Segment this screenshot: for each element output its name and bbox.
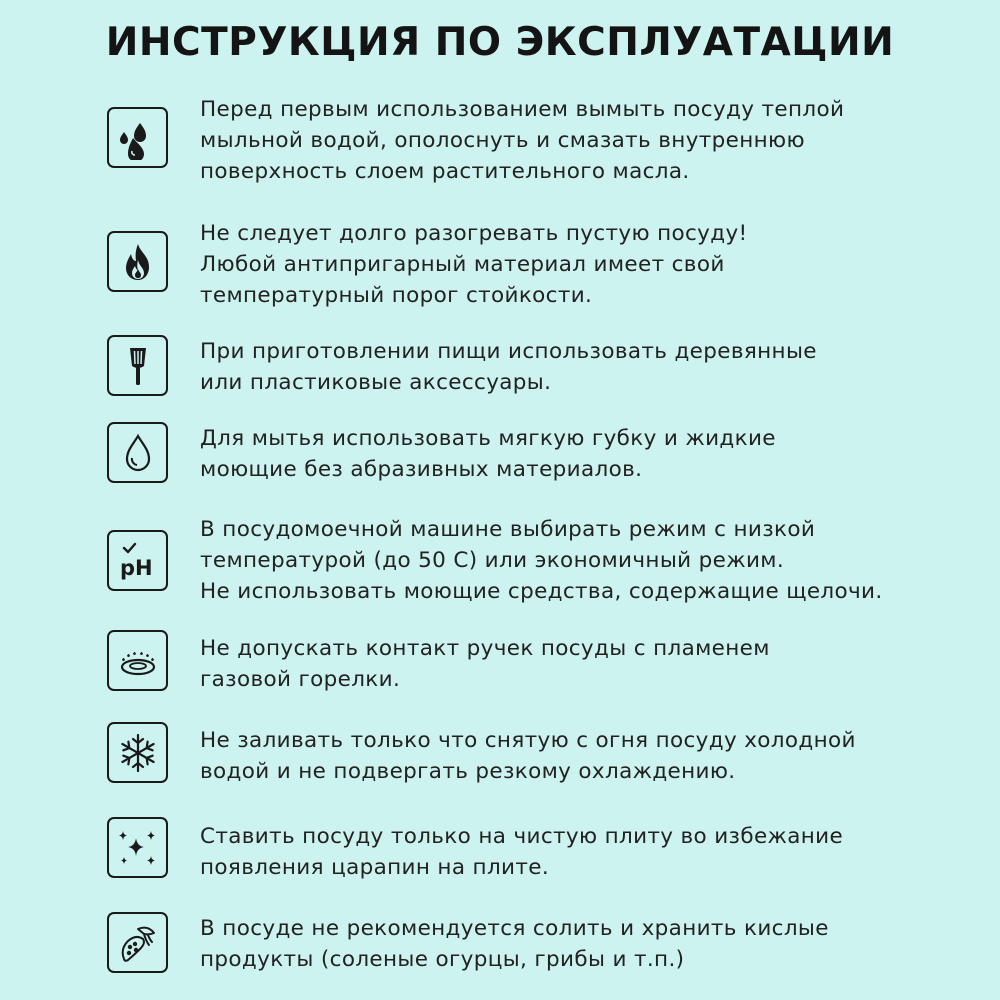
gas-burner-icon bbox=[107, 630, 168, 691]
instruction-line: температурный порог стойкости. bbox=[200, 283, 593, 308]
instruction-line: Любой антипригарный материал имеет свой bbox=[200, 252, 725, 277]
mushroom-cucumber-icon bbox=[107, 912, 168, 973]
ph-icon-label: pH bbox=[119, 555, 153, 580]
instruction-line: или пластиковые аксессуары. bbox=[200, 370, 552, 395]
instruction-line: Не использовать моющие средства, содержащие щелочи. bbox=[200, 579, 883, 604]
instruction-line: моющие без абразивных материалов. bbox=[200, 457, 643, 482]
instruction-line: Не следует долго разогревать пустую посуду! bbox=[200, 221, 748, 246]
instruction-line: мыльной водой, ополоснуть и смазать внутреннюю bbox=[200, 128, 805, 153]
instruction-line: В посудомоечной машине выбирать режим с низкой bbox=[200, 517, 816, 542]
instruction-line: температурой (до 50 С) или экономичный режим. bbox=[200, 548, 785, 573]
drop-outline-icon bbox=[107, 422, 168, 483]
instruction-line: Ставить посуду только на чистую плиту во избежание bbox=[200, 824, 844, 849]
spatula-icon bbox=[107, 335, 168, 396]
instruction-line: Для мытья использовать мягкую губку и жидкие bbox=[200, 426, 776, 451]
page-title: ИНСТРУКЦИЯ ПО ЭКСПЛУАТАЦИИ bbox=[105, 20, 895, 65]
instruction-line: газовой горелки. bbox=[200, 667, 401, 692]
water-drops-icon bbox=[107, 107, 168, 168]
instruction-line: поверхность слоем растительного масла. bbox=[200, 159, 690, 184]
instruction-line: Перед первым использованием вымыть посуду теплой bbox=[200, 97, 845, 122]
ph-icon bbox=[107, 530, 168, 591]
instruction-line: В посуде не рекомендуется солить и хранить кислые bbox=[200, 916, 829, 941]
instruction-line: При приготовлении пищи использовать деревянные bbox=[200, 339, 817, 364]
instruction-line: появления царапин на плите. bbox=[200, 855, 550, 880]
instruction-line: Не заливать только что снятую с огня посуду холодной bbox=[200, 728, 856, 753]
instruction-line: водой и не подвергать резкому охлаждению. bbox=[200, 759, 736, 784]
snowflake-icon bbox=[107, 722, 168, 783]
instruction-line: Не допускать контакт ручек посуды с пламенем bbox=[200, 636, 770, 661]
instruction-line: продукты (соленые огурцы, грибы и т.п.) bbox=[200, 947, 685, 972]
fire-icon bbox=[107, 231, 168, 292]
sparkles-icon bbox=[107, 817, 168, 878]
